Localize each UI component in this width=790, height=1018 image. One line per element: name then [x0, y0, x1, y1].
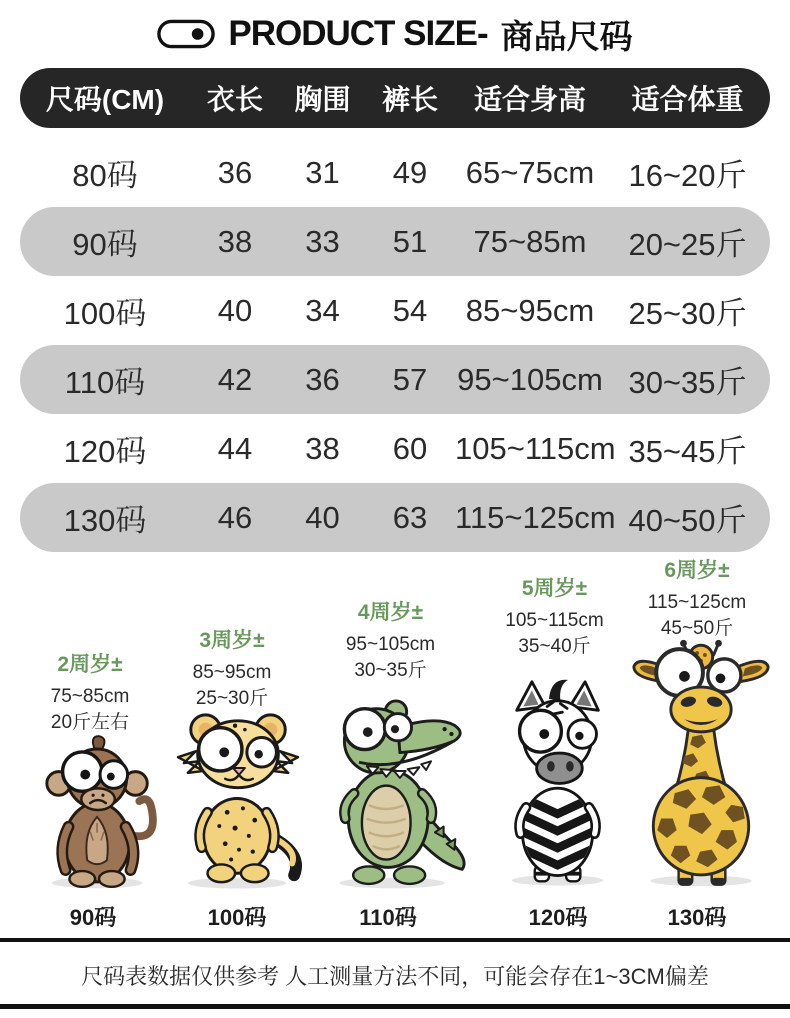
cell-chest: 31: [305, 154, 340, 190]
cell-chest: 33: [305, 223, 340, 259]
cell-fit-weight: 35~45斤: [628, 434, 747, 469]
cell-pants-length: 49: [392, 154, 428, 190]
col-header-fit-height: 适合身高: [473, 84, 586, 115]
size-label: 130码: [667, 905, 727, 930]
col-header-size: 尺码(CM): [45, 84, 165, 115]
cell-size: 80码: [72, 158, 138, 193]
weight-label: 45~50斤: [660, 618, 734, 639]
weight-label: 20斤左右: [50, 712, 130, 733]
cell-pants-length: 60: [392, 430, 428, 466]
size-label: 90码: [69, 905, 117, 930]
cell-fit-weight: 40~50斤: [628, 503, 747, 538]
cell-fit-height: 75~85m: [473, 223, 587, 259]
height-label: 105~115cm: [505, 610, 604, 631]
cell-garment-length: 46: [217, 499, 253, 535]
cell-garment-length: 42: [217, 361, 253, 397]
zebra-illustration: [492, 676, 625, 889]
cell-fit-height: 115~125cm: [455, 499, 616, 535]
cell-size: 90码: [72, 227, 138, 262]
table-row: [20, 138, 770, 207]
table-row: [20, 483, 770, 552]
size-label: 120码: [528, 905, 588, 930]
cell-pants-length: 63: [392, 499, 428, 535]
cell-fit-height: 105~115cm: [455, 430, 616, 466]
page-title: [0, 10, 790, 58]
cell-fit-weight: 25~30斤: [628, 296, 747, 331]
cell-garment-length: 40: [217, 292, 253, 328]
age-group-info: [622, 554, 772, 642]
cell-pants-length: 51: [392, 223, 428, 259]
cell-garment-length: 44: [217, 430, 253, 466]
weight-label: 35~40斤: [518, 636, 591, 657]
age-label: 2周岁±: [57, 653, 123, 676]
table-row: [20, 276, 770, 345]
cell-chest: 34: [305, 292, 340, 328]
age-label: 3周岁±: [199, 629, 265, 652]
height-label: 85~95cm: [192, 662, 272, 683]
age-label: 4周岁±: [357, 601, 424, 624]
title-zh: 商品尺码: [500, 17, 633, 55]
col-header-chest: 胸围: [294, 84, 351, 115]
weight-label: 25~30斤: [195, 688, 269, 709]
cell-garment-length: 36: [217, 154, 253, 190]
cell-fit-height: 95~105cm: [457, 361, 603, 397]
age-group-info: [318, 596, 463, 684]
cell-pants-length: 54: [392, 292, 428, 328]
height-label: 75~85cm: [50, 686, 130, 707]
divider-line: [0, 1004, 790, 1009]
age-group-info: [25, 648, 155, 736]
divider-line: [0, 938, 790, 942]
monkey-illustration: [36, 732, 164, 890]
col-header-garment-length: 衣长: [206, 84, 263, 115]
age-group-info: [482, 572, 627, 660]
height-label: 95~105cm: [345, 634, 436, 655]
cell-fit-height: 65~75cm: [465, 154, 595, 190]
crocodile-illustration: [322, 690, 468, 890]
age-label: 6周岁±: [664, 559, 730, 582]
cell-size: 110码: [64, 365, 146, 400]
table-row: [20, 207, 770, 276]
weight-label: 30~35斤: [354, 660, 427, 681]
size-table-header: [20, 68, 770, 128]
cell-chest: 40: [305, 499, 340, 535]
cell-size: 100码: [63, 296, 147, 331]
leopard-illustration: [170, 708, 308, 890]
cell-garment-length: 38: [217, 223, 253, 259]
size-label: 100码: [207, 905, 267, 930]
size-label: 110码: [359, 905, 417, 930]
age-label: 5周岁±: [521, 577, 588, 600]
table-row: [20, 345, 770, 414]
height-label: 115~125cm: [647, 592, 747, 613]
cell-size: 130码: [63, 503, 147, 538]
cell-chest: 38: [305, 430, 340, 466]
title-en: PRODUCT SIZE-: [228, 14, 488, 53]
cell-pants-length: 57: [392, 361, 428, 397]
giraffe-illustration: [628, 638, 774, 889]
cell-fit-weight: 16~20斤: [628, 158, 747, 193]
cell-fit-weight: 20~25斤: [628, 227, 747, 262]
toggle-pill-icon: [157, 19, 215, 49]
footer-disclaimer: 尺码表数据仅供参考 人工测量方法不同，可能会存在1~3CM偏差: [81, 964, 709, 989]
table-row: [20, 414, 770, 483]
col-header-fit-weight: 适合体重: [631, 84, 744, 115]
age-group-info: [162, 624, 302, 712]
cell-chest: 36: [305, 361, 340, 397]
cell-fit-height: 85~95cm: [465, 292, 595, 328]
cell-fit-weight: 30~35斤: [628, 365, 747, 400]
cell-size: 120码: [63, 434, 147, 469]
col-header-pants-length: 裤长: [381, 84, 438, 115]
